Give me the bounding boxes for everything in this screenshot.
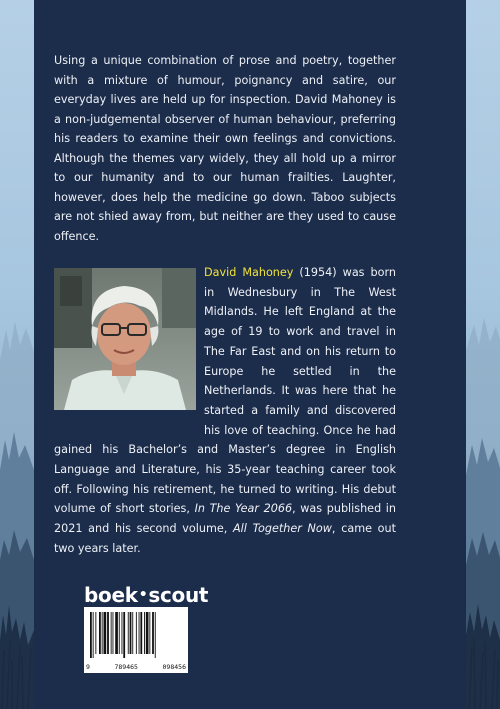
barcode-bar — [104, 612, 107, 654]
barcode-bar — [123, 612, 125, 658]
barcode-bar — [102, 612, 103, 654]
background-forest-right — [466, 0, 500, 709]
background-forest-left — [0, 0, 34, 709]
book-title-1: In The Year 2066 — [194, 502, 293, 516]
barcode-bar — [107, 612, 109, 654]
barcode-bar — [152, 612, 154, 654]
publisher-logo-part2: scout — [148, 583, 209, 607]
barcode-bar — [139, 612, 140, 654]
barcode-bar — [90, 612, 92, 658]
author-bio — [54, 263, 396, 559]
barcode-bar — [155, 612, 156, 658]
barcode-prefix: 9 — [86, 662, 90, 671]
barcode-bar — [93, 612, 94, 658]
bio-text-1: (1954) was born in Wednesbury in The West Midlands. He left England at the age of 19 to work and travel in The Far East and on his return to Europe he settled in the Netherlands. It was here that he started a family and discovered his love of teaching. Once he had gained his Bachelor’s and Master’s degree in English Language and Literature, his 35-year teaching career took off. Following his retirement, he turned to writing. His debut volume of short stories, — [54, 266, 396, 516]
barcode-bar — [130, 612, 132, 654]
barcode-bars — [88, 612, 184, 658]
publisher-logo-separator: • — [138, 587, 148, 603]
barcode-bar — [144, 612, 145, 654]
publisher-logo-part1: boek — [84, 583, 138, 607]
barcode-bar — [122, 612, 123, 654]
barcode-bar — [128, 612, 129, 654]
barcode-digits — [86, 664, 186, 671]
barcode-group1: 789465 — [114, 662, 138, 671]
barcode-bar — [136, 612, 137, 654]
bio-text-3: , came out two years later. — [54, 522, 397, 555]
barcode-group2: 098456 — [162, 662, 186, 671]
barcode-bar — [115, 612, 118, 654]
barcode-bar — [146, 612, 149, 654]
book-blurb: Using a unique combination of prose and poetry, together with a mixture of humour, poignancy and satire, our everyday lives are held up for inspection. David Mahoney is a non-judgemental observer of human behaviour, preferring his readers to examine their own feelings and convictions. Although the themes vary widely, they all hold up a mirror to our humanity and to our human frailties. Laughter, however, does help the medicine go down. Taboo subjects are not shied away from, but neither are they used to cause offence. — [54, 54, 396, 243]
photo-spacer — [54, 263, 204, 439]
bio-text-2: , was published in 2021 and his second volume, — [54, 502, 397, 536]
book-title-2: All Together Now — [233, 522, 332, 536]
barcode-bar — [95, 612, 96, 654]
barcode-bar — [119, 612, 120, 654]
barcode-bar — [99, 612, 101, 654]
barcode-bar — [111, 612, 112, 654]
barcode-bar — [132, 612, 133, 654]
barcode-bar — [149, 612, 150, 654]
isbn-barcode — [84, 607, 188, 673]
barcode-bar — [140, 612, 142, 654]
publisher-logo — [84, 583, 208, 607]
barcode-bar — [113, 612, 114, 654]
author-name: David Mahoney — [204, 266, 294, 279]
